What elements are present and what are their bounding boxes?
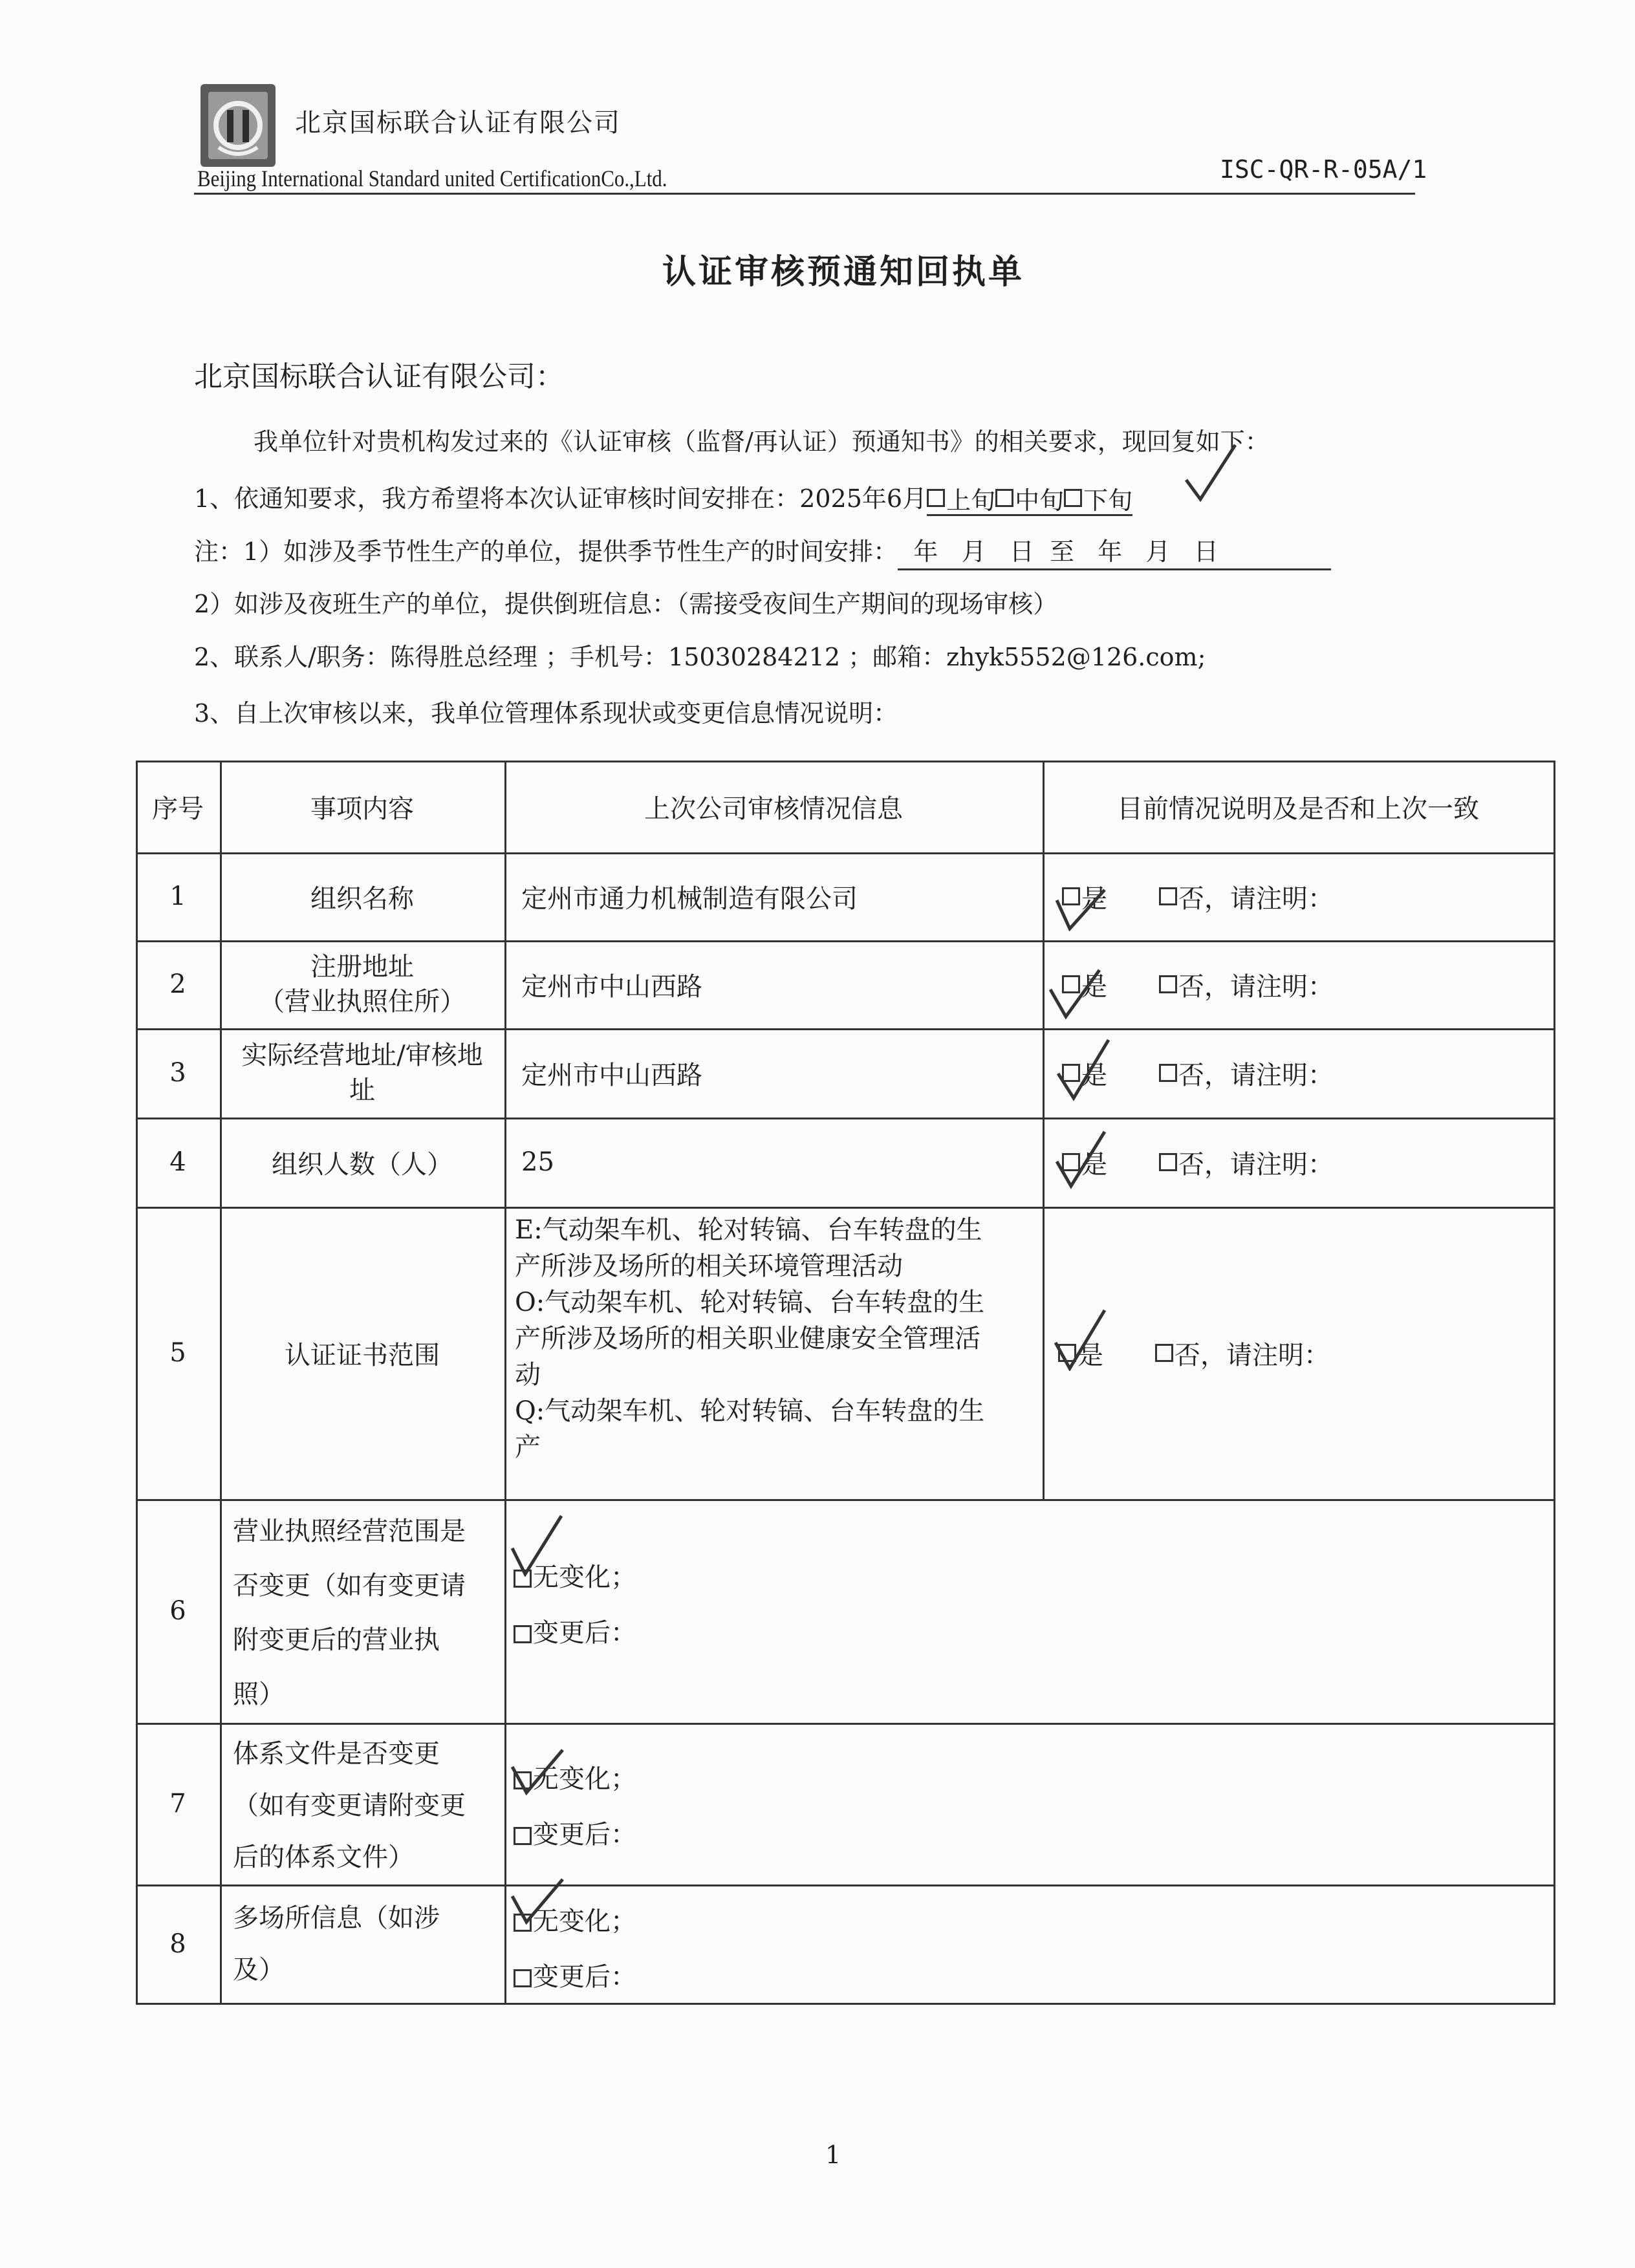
page-title: 认证审核预通知回执单 (662, 253, 1025, 292)
schedule-options (927, 484, 1132, 516)
seasonal-date-field[interactable]: 年 月 日 至 年 月 日 (898, 532, 1331, 570)
night-shift-line: 2）如涉及夜班生产的单位，提供倒班信息：（需接受夜间生产期间的现场审核） (194, 590, 1058, 618)
row5-item: 认证证书范围 (285, 1340, 440, 1370)
checkbox-unchanged[interactable] (514, 1771, 532, 1789)
addressee: 北京国标联合认证有限公司： (194, 360, 564, 393)
row2-status: 是 否，请注明： (1062, 940, 1554, 1028)
row7-item: 体系文件是否变更 （如有变更请附变更 后的体系文件） (233, 1739, 466, 1872)
row2-item: 注册地址 （营业执照住所） (259, 952, 466, 1017)
checkbox-no[interactable] (1159, 975, 1177, 993)
company-name-cn: 北京国标联合认证有限公司 (295, 108, 621, 138)
row7-no: 7 (169, 1789, 186, 1819)
header-last-info: 上次公司审核情况信息 (644, 794, 903, 824)
row3-no: 3 (169, 1058, 186, 1088)
row8-item: 多场所信息（如涉 及） (233, 1903, 440, 1985)
row6-item: 营业执照经营范围是 否变更（如有变更请 附变更后的营业执 照） (233, 1517, 466, 1709)
checkbox-changed[interactable] (514, 1969, 532, 1987)
checkbox-yes[interactable] (1062, 887, 1080, 905)
company-logo-icon (199, 83, 277, 168)
row4-item: 组织人数（人） (272, 1149, 453, 1180)
checkbox-early[interactable] (927, 489, 945, 507)
schedule-line (194, 479, 1132, 516)
checkbox-unchanged[interactable] (514, 1570, 532, 1588)
intro-text: 我单位针对贵机构发过来的《认证审核（监督/再认证）预通知书》的相关要求，现回复如下： (254, 427, 1270, 456)
row5-info: E:气动架车机、轮对转镐、台车转盘的生 产所涉及场所的相关环境管理活动 O:气动架车机、轮对转镐、台车转盘的生 产所涉及场所的相关职业健康安全管理活 动 Q:气动架车机、轮对转镐、台车转盘的生 产 (515, 1215, 985, 1462)
checkbox-no[interactable] (1159, 1064, 1177, 1082)
checkbox-mid[interactable] (995, 489, 1013, 507)
option-mid[interactable]: 中旬 (995, 481, 1064, 516)
row4-info: 25 (521, 1147, 554, 1177)
row5-status: 是 否，请注明： (1058, 1207, 1550, 1499)
checkbox-changed[interactable] (514, 1827, 532, 1845)
checkbox-no[interactable] (1159, 887, 1177, 905)
checkbox-no[interactable] (1159, 1153, 1177, 1171)
row1-status: 是 否，请注明： (1062, 852, 1554, 940)
row7-status: 无变化； 变更后： (514, 1751, 1290, 1868)
checkbox-late[interactable] (1064, 489, 1082, 507)
row2-info: 定州市中山西路 (521, 971, 702, 1002)
row8-no: 8 (169, 1928, 186, 1959)
info-table (136, 761, 1555, 2005)
header-item: 事项内容 (310, 794, 414, 824)
option-early[interactable]: 上旬 (927, 481, 995, 516)
row4-no: 4 (169, 1147, 186, 1177)
row1-info: 定州市通力机械制造有限公司 (521, 883, 858, 914)
row3-item: 实际经营地址/审核地 址 (241, 1041, 483, 1105)
row1-item: 组织名称 (310, 883, 414, 914)
contact-line: 2、联系人/职务：陈得胜总经理 ；手机号：15030284212 ；邮箱：zhyk5552@126.com; (194, 643, 1206, 671)
row6-no: 6 (169, 1596, 186, 1626)
header-current: 目前情况说明及是否和上次一致 (1117, 794, 1479, 824)
seasonal-line: 注：1）如涉及季节性生产的单位，提供季节性生产的时间安排： 年 月 日 至 年 月 日 (194, 532, 1331, 570)
checkbox-no[interactable] (1155, 1344, 1173, 1362)
header-divider (194, 193, 1415, 195)
row6-status: 无变化； 变更后： (514, 1550, 1290, 1679)
row5-no: 5 (169, 1338, 186, 1368)
document-code: ISC-QR-R-05A/1 (1220, 155, 1427, 184)
row4-status: 是 否，请注明： (1062, 1118, 1554, 1207)
checkbox-changed[interactable] (514, 1625, 532, 1643)
company-name-en: Beijing International Standard united CertificationCo.,Ltd. (197, 166, 667, 191)
row2-no: 2 (169, 969, 186, 999)
checkbox-unchanged[interactable] (514, 1914, 532, 1932)
checkbox-yes[interactable] (1062, 975, 1080, 993)
change-info-line: 3、自上次审核以来，我单位管理体系现状或变更信息情况说明： (194, 699, 898, 728)
row8-status: 无变化； 变更后： (514, 1894, 1290, 2001)
row3-info: 定州市中山西路 (521, 1060, 702, 1090)
option-late[interactable]: 下旬 (1064, 481, 1132, 516)
checkbox-yes[interactable] (1062, 1153, 1080, 1171)
schedule-prefix: 1、依通知要求，我方希望将本次认证审核时间安排在：2025年6月 (194, 484, 927, 513)
row1-no: 1 (169, 881, 186, 911)
header-no: 序号 (152, 794, 204, 824)
checkbox-yes[interactable] (1062, 1064, 1080, 1082)
page-number: 1 (825, 2141, 841, 2169)
row3-status: 是 否，请注明： (1062, 1028, 1554, 1118)
checkbox-yes[interactable] (1058, 1344, 1076, 1362)
